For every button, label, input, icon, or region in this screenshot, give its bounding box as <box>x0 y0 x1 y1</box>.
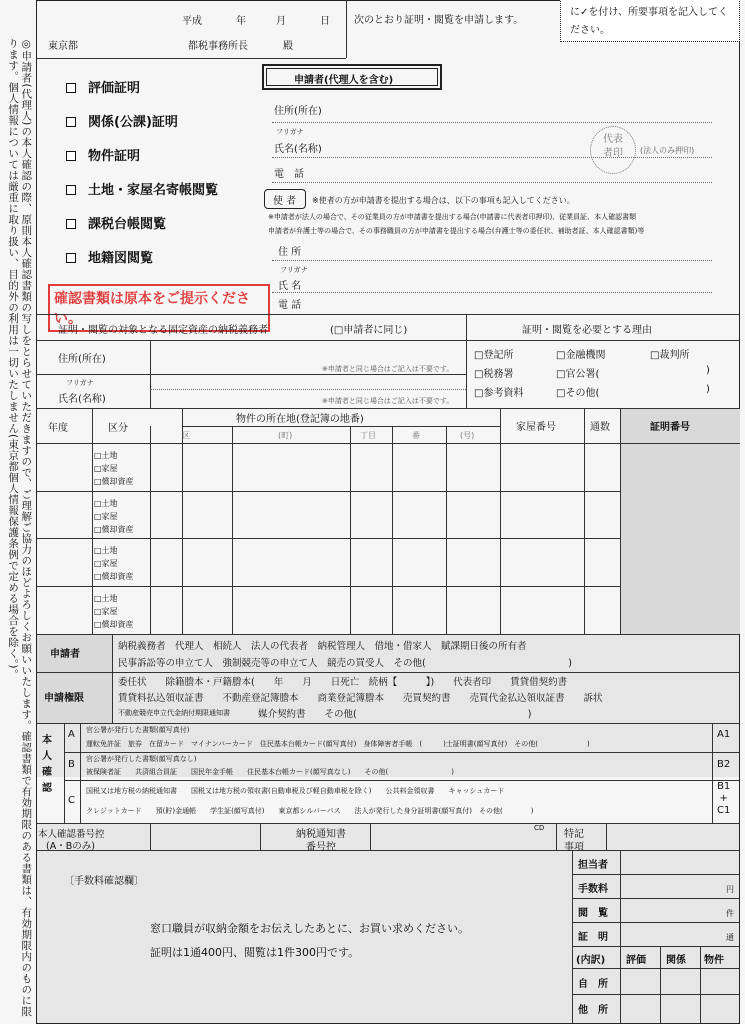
cd-label: CD <box>534 824 545 832</box>
messenger-note: ※使者の方が申請書を提出する場合は、以下の事項も記入してください。 <box>312 196 575 205</box>
checkbox-cadastral[interactable] <box>66 253 76 263</box>
id-original-notice: 確認書類は原本をご提示ください。 <box>48 284 270 332</box>
date-year: 年 <box>236 16 246 27</box>
checkbox-property[interactable] <box>66 151 76 161</box>
identity-letter-a: A <box>68 729 75 740</box>
breakdown-relation: 関係 <box>666 955 686 966</box>
honorific: 殿 <box>283 41 293 52</box>
identity-b-head: 官公署が発行した書類(顔写真なし) <box>86 755 197 763</box>
tax-notice-sub: 番号控 <box>306 842 336 853</box>
reason-tax-office[interactable]: □税務署 <box>474 369 514 380</box>
col-machi: (町) <box>278 431 293 440</box>
cert-number-column <box>620 408 740 634</box>
checkbox-evaluation[interactable] <box>66 83 76 93</box>
reason-other[interactable]: □その他( <box>556 388 600 399</box>
fee-unit: 円 <box>726 885 734 894</box>
reason-government-close: ) <box>706 365 710 376</box>
taxpayer-name-label: 氏名(名称) <box>58 394 106 405</box>
prefecture: 東京都 <box>48 41 78 52</box>
id-number-label: 本人確認番号控 <box>38 829 105 840</box>
date-day: 日 <box>320 16 330 27</box>
id-number-sub: (A・Bのみ) <box>46 841 95 852</box>
applicant-address-label: 住所(所在) <box>274 106 322 117</box>
applicant-phone-label: 電 話 <box>274 169 304 180</box>
row3-category[interactable]: □土地 □家屋 □償却資産 <box>94 546 134 581</box>
identity-a-body[interactable]: 運転免許証 旅券 在留カード マイナンバーカード 住民基本台帳カード(顔写真付) 身体障害者手帳 ( )士証明書(顔写真付) その他( ) <box>86 740 590 748</box>
cert-type-cadastral[interactable]: 地籍図閲覧 <box>66 247 153 266</box>
row1-category[interactable]: □土地 □家屋 □償却資産 <box>94 451 134 486</box>
cert-type-nayose[interactable]: 土地・家屋名寄帳閲覧 <box>66 179 218 198</box>
applicant-name-label: 氏名(名称) <box>274 144 322 155</box>
applicant-type-line2[interactable]: 民事訴訟等の申立て人 強制競売等の申立て人 競売の買受人 その他( ) <box>118 658 572 669</box>
checkbox-relation[interactable] <box>66 117 76 127</box>
cert-type-property[interactable]: 物件証明 <box>66 145 140 164</box>
office-name: 都税事務所長 <box>188 41 248 52</box>
staff-label: 担当者 <box>578 860 608 871</box>
messenger-note-lawyer: 申請者が弁護士等の場合で、その事務職員の方が申請書を提出する場合(弁護士等の委任状、補助者証、本人確認書類)等 <box>268 227 645 235</box>
applicant-furigana-label: フリガナ <box>276 128 304 136</box>
col-location: 物件の所在地(登記簿の地番) <box>236 414 364 425</box>
authority-label: 申請権限 <box>44 693 84 704</box>
taxpayer-same-option[interactable]: (□申請者に同じ) <box>330 325 408 336</box>
taxpayer-title: 証明・閲覧の対象となる固定資産の納税義務者 <box>58 325 268 336</box>
date-month: 月 <box>276 16 286 27</box>
breakdown-property: 物件 <box>704 955 724 966</box>
identity-a-head: 官公署が発行した書類(顔写真付) <box>86 726 190 734</box>
col-chome: 丁目 <box>360 431 376 440</box>
col-cert-number: 証明番号 <box>650 422 690 433</box>
reason-registry[interactable]: □登記所 <box>474 350 514 361</box>
identity-right-b1c1: B1 + C1 <box>717 781 731 816</box>
applicant-type-line1[interactable]: 納税義務者 代理人 相続人 法人の代表者 納税管理人 借地・借家人 賦課期日後の所有者 <box>118 641 527 652</box>
instruction-text: に✓を付け、所要事項を記入してください。 <box>570 7 728 36</box>
col-ku: 区 <box>182 431 190 440</box>
messenger-label: 使 者 <box>273 196 297 207</box>
taxpayer-furigana-label: フリガナ <box>66 379 94 387</box>
checkbox-nayose[interactable] <box>66 185 76 195</box>
reason-other-close: ) <box>706 384 710 395</box>
col-year: 年度 <box>48 423 68 434</box>
col-house-number: 家屋番号 <box>516 422 556 433</box>
cert-type-evaluation[interactable]: 評価証明 <box>66 77 140 96</box>
other-office-label: 他 所 <box>578 1005 608 1016</box>
row4-category[interactable]: □土地 □家屋 □償却資産 <box>94 594 134 629</box>
reason-court[interactable]: □裁判所 <box>650 350 690 361</box>
col-category: 区分 <box>108 423 128 434</box>
identity-letter-b: B <box>68 759 75 770</box>
applicant-type-label: 申請者 <box>50 649 80 660</box>
taxpayer-note-2: ※申請者と同じ場合はご記入は不要です。 <box>322 397 454 405</box>
reason-bank[interactable]: □金融機関 <box>556 350 606 361</box>
cert-label: 証 明 <box>578 932 608 943</box>
identity-letter-c: C <box>68 795 75 806</box>
cert-unit: 通 <box>726 933 734 942</box>
special-label: 特記 <box>564 829 584 840</box>
identity-label: 本人確認 <box>42 735 52 794</box>
messenger-address-label: 住 所 <box>278 247 302 258</box>
breakdown-eval: 評価 <box>626 955 646 966</box>
reason-reference[interactable]: □参考資料 <box>474 388 524 399</box>
view-unit: 件 <box>726 909 734 918</box>
cert-type-ledger[interactable]: 課税台帳閲覧 <box>66 213 166 232</box>
reason-title: 証明・閲覧を必要とする理由 <box>522 325 652 336</box>
col-go: (号) <box>460 431 475 440</box>
fee-check-label: 〔手数料確認欄〕 <box>64 876 144 887</box>
taxpayer-note-1: ※申請者と同じ場合はご記入は不要です。 <box>322 365 454 373</box>
messenger-note-corp: ※申請者が法人の場合で、その従業員の方が申請書を提出する場合(申請書に代表者印押印)、従業員証、本人確認書類 <box>268 213 637 221</box>
authority-line4[interactable]: 媒介契約書 その他( ) <box>258 709 532 720</box>
applicant-title: 申請者(代理人を含む) <box>294 75 394 86</box>
fee-message-2: 証明は1通400円、閲覧は1件300円です。 <box>150 946 360 959</box>
authority-line3[interactable]: 不動産競売申立代金納付期限通知書 <box>118 709 230 717</box>
identity-c-line1[interactable]: 国税又は地方税の納税通知書 国税又は地方税の領収書(自動車税及び軽自動車税を除く) 公共料金領収書 キャッシュカード <box>86 787 505 795</box>
view-label: 閲 覧 <box>578 908 608 919</box>
identity-b-body[interactable]: 被保険者証 共済組合員証 国民年金手帳 住民基本台帳カード(顔写真なし) その他( ) <box>86 768 454 776</box>
own-office-label: 自 所 <box>578 979 608 990</box>
authority-line2[interactable]: 賃貸料払込領収証書 不動産登記簿謄本 商業登記簿謄本 売買契約書 売買代金払込領収証書 訴状 <box>118 693 603 704</box>
messenger-furigana-label: フリガナ <box>280 266 308 274</box>
seal-note: (法人のみ押印) <box>640 146 695 155</box>
request-text: 次のとおり証明・閲覧を申請します。 <box>354 15 524 26</box>
messenger-phone-label: 電 話 <box>278 300 302 311</box>
row2-category[interactable]: □土地 □家屋 □償却資産 <box>94 499 134 534</box>
identity-c-line2[interactable]: クレジットカード 預(貯)金通帳 学生証(顔写真付) 東京都シルバーパス 法人が発行した身分証明書(顔写真付) その他( ) <box>86 807 534 815</box>
tax-notice-label: 納税通知書 <box>296 829 346 840</box>
messenger-name-label: 氏 名 <box>278 281 302 292</box>
col-count: 通数 <box>590 422 610 433</box>
special-sub: 事項 <box>564 842 584 853</box>
taxpayer-address-label: 住所(所在) <box>58 354 106 365</box>
identity-right-a1: A1 <box>717 729 731 740</box>
identity-right-b2: B2 <box>717 759 731 770</box>
representative-seal: 代表 者印 <box>590 126 636 174</box>
date-era: 平成 <box>182 16 202 27</box>
reason-government[interactable]: □官公署( <box>556 369 600 380</box>
side-privacy-notice: ◎申請者(代理人)の本人確認の際、原則本人確認書類の写しをとらせていただきますので、ご理解ご協力のほどよろしくお願いいたします。確認書類で有効期限のある書類は、有効期限内のものに限ります。個人情報については厳重に取り扱い、目的外の利用は一切いたしません(東京都個人情報保護条例で定める場合を除く。)。 <box>7 38 33 1017</box>
authority-line1[interactable]: 委任状 除籍謄本・戸籍謄本( 年 月 日死亡 続柄【 】) 代表者印 賃貸借契約書 <box>118 677 568 688</box>
fee-message-1: 窓口職員が収納金額をお伝えしたあとに、お買い求めください。 <box>150 922 469 935</box>
fee-label: 手数料 <box>578 884 608 895</box>
breakdown-label: (内訳) <box>576 955 606 966</box>
col-ban: 番 <box>412 431 420 440</box>
checkbox-ledger[interactable] <box>66 219 76 229</box>
cert-type-relation[interactable]: 関係(公課)証明 <box>66 111 178 130</box>
